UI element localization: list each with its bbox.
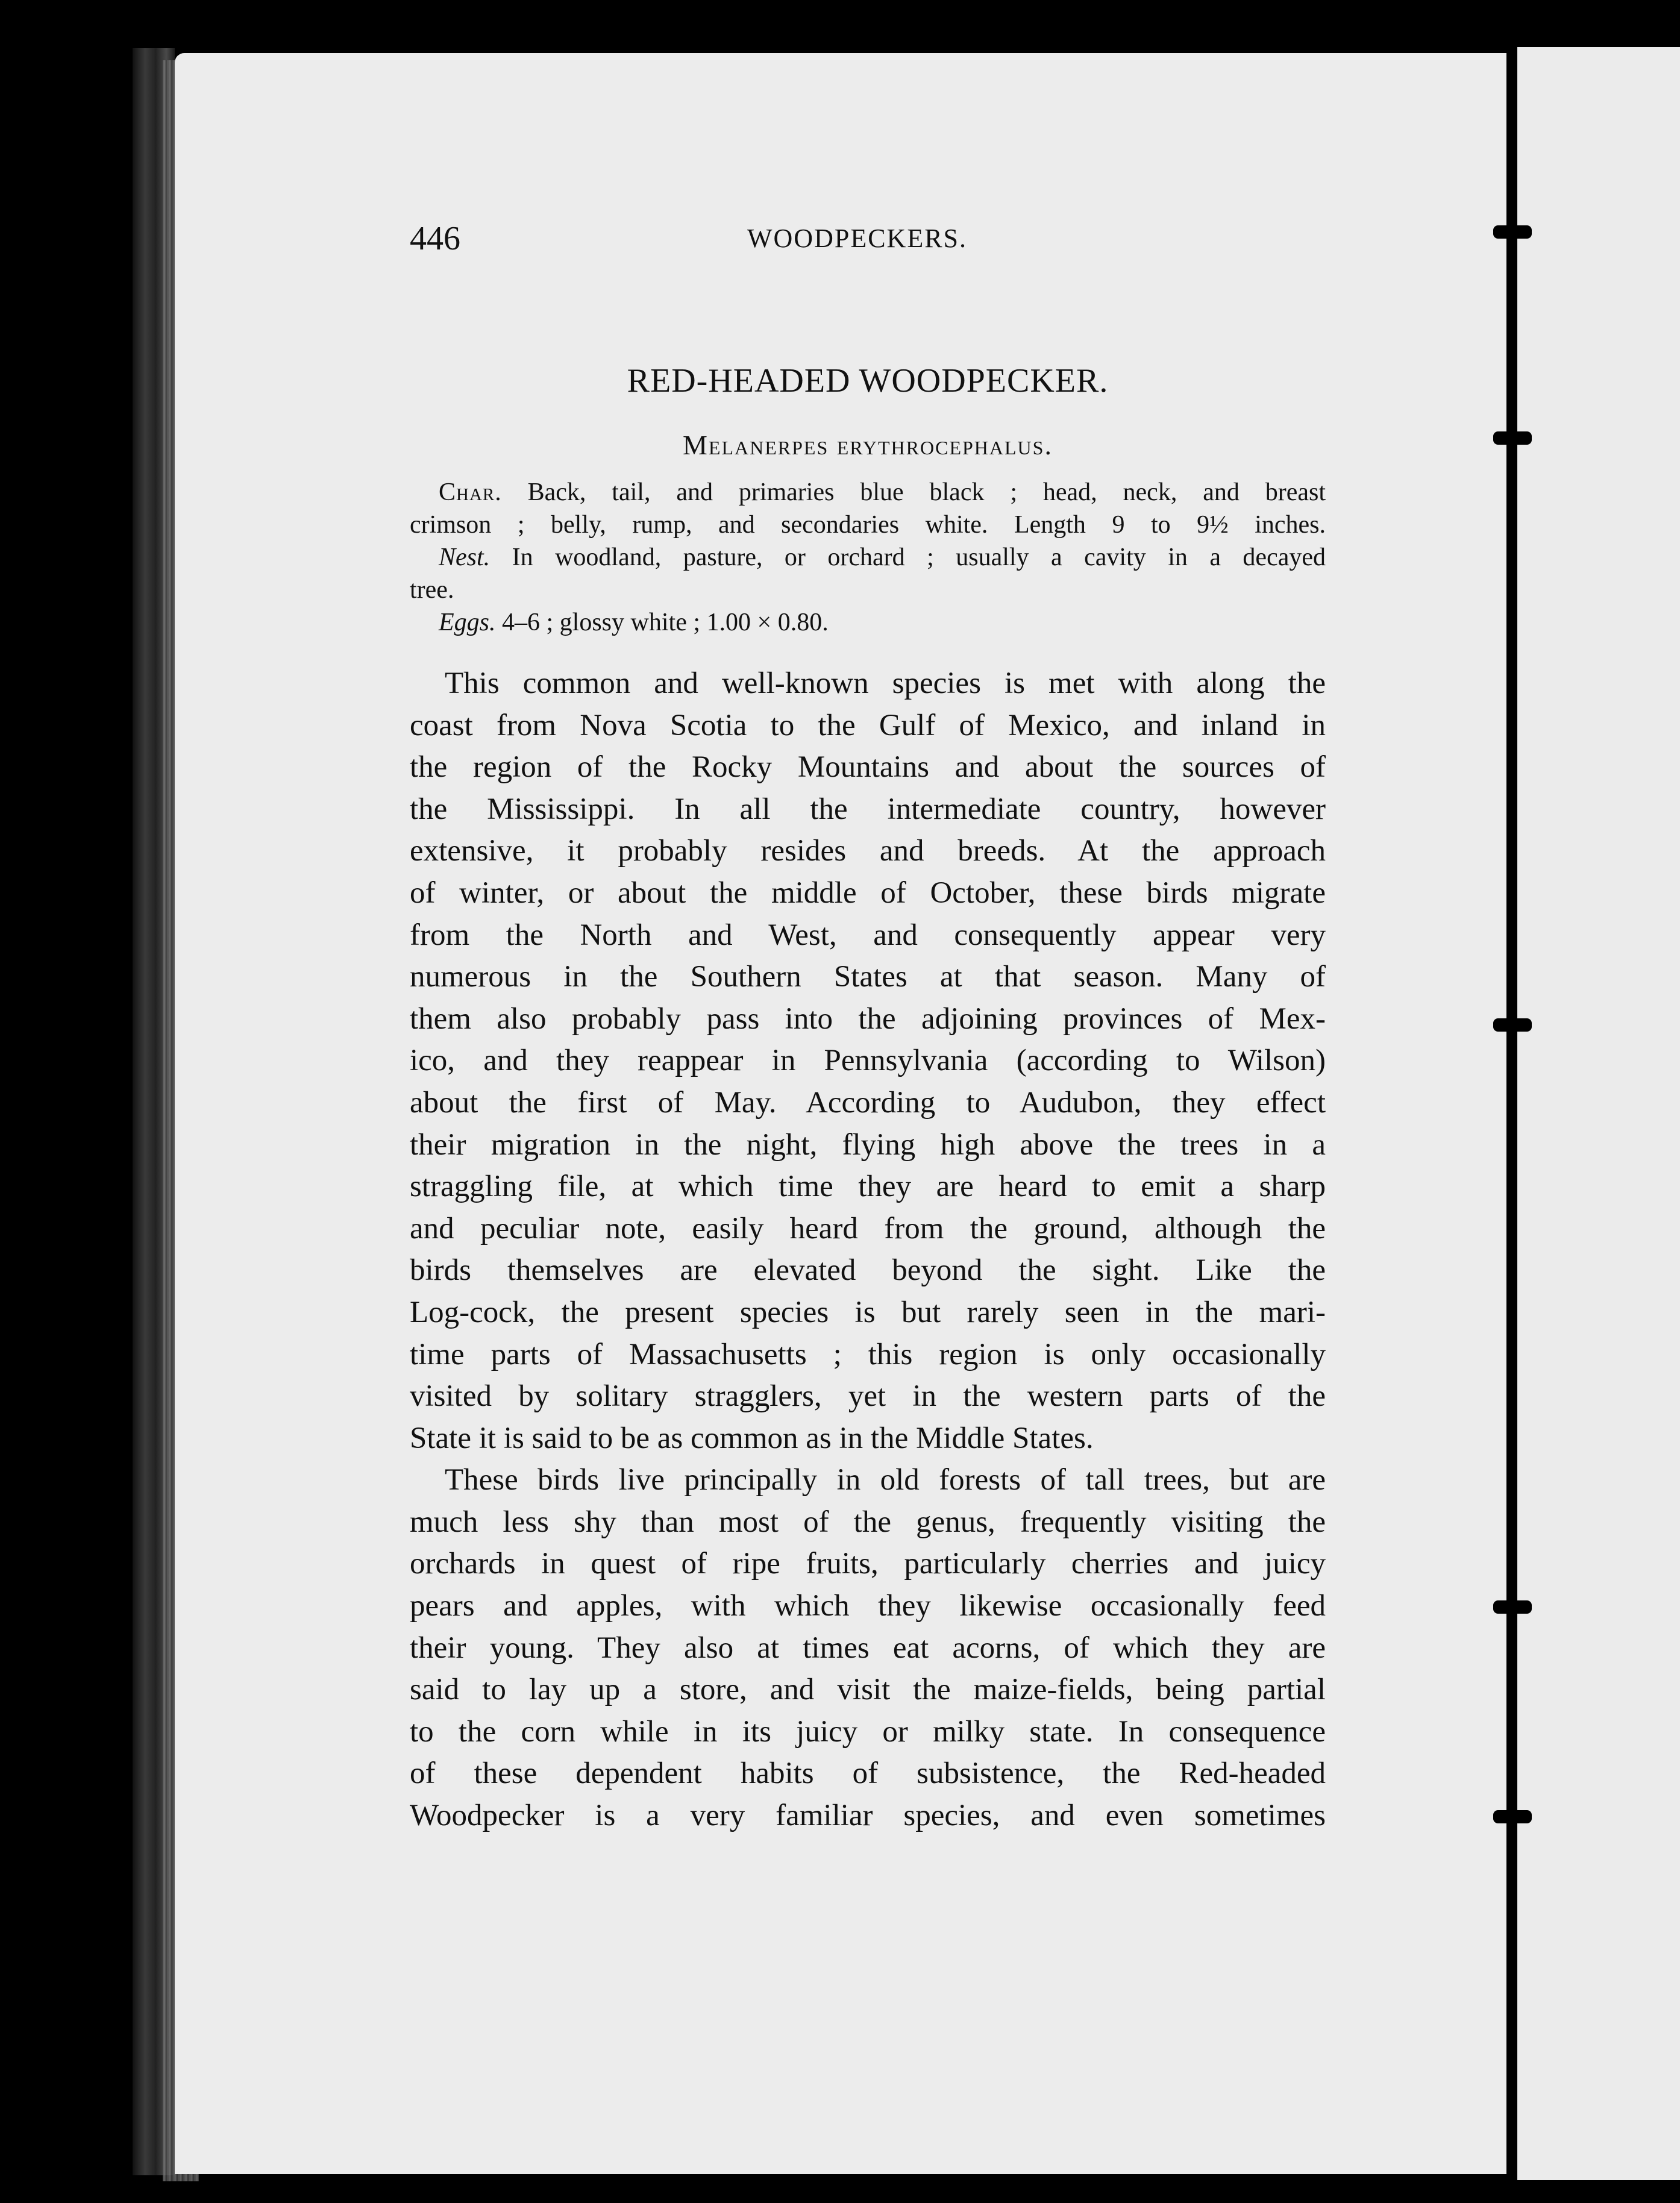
running-head	[410, 219, 1326, 262]
text-line: the Mississippi. In all the intermediate country, however	[410, 792, 1326, 826]
char-text: crimson ; belly, rump, and secondaries white. Length 9 to 9½ inches.	[410, 511, 1326, 539]
text-line: These birds live principally in old forests of tall trees, but are	[445, 1463, 1326, 1497]
characters-block	[410, 476, 1326, 639]
text-line: much less shy than most of the genus, frequently visiting the	[410, 1505, 1326, 1539]
text-line: from the North and West, and consequently appear very	[410, 918, 1326, 952]
book-gutter	[1509, 47, 1517, 2203]
text-line: about the first of May. According to Audubon, they effect	[410, 1085, 1326, 1120]
scientific-name: Melanerpes erythrocephalus.	[683, 430, 1053, 460]
binding-thread-mark	[1493, 1018, 1532, 1032]
text-line: ico, and they reappear in Pennsylvania (according to Wilson)	[410, 1044, 1326, 1078]
article-title: RED-HEADED WOODPECKER.	[627, 362, 1109, 400]
nest-text: In woodland, pasture, or orchard ; usually a cavity in a decayed	[512, 544, 1326, 571]
nest-label: Nest.	[439, 544, 491, 571]
paragraph	[410, 1459, 1326, 1837]
text-line: of winter, or about the middle of October, these birds migrate	[410, 876, 1326, 910]
text-line: State it is said to be as common as in the Middle States.	[410, 1421, 1094, 1455]
text-line: pears and apples, with which they likewise occasionally feed	[410, 1589, 1326, 1623]
text-line: their young. They also at times eat acorns, of which they are	[410, 1631, 1326, 1665]
text-line: straggling file, at which time they are heard to emit a sharp	[410, 1170, 1326, 1204]
text-line: and peculiar note, easily heard from the ground, although the	[410, 1211, 1326, 1246]
text-line: time parts of Massachusetts ; this region is only occasionally	[410, 1337, 1326, 1371]
char-line	[410, 476, 1326, 509]
text-line: their migration in the night, flying high above the trees in a	[410, 1127, 1326, 1162]
char-line	[410, 509, 1326, 541]
text-line: birds themselves are elevated beyond the sight. Like the	[410, 1253, 1326, 1288]
text-line: said to lay up a store, and visit the maize-fields, being partial	[410, 1673, 1326, 1707]
text-line: Log-cock, the present species is but rarely seen in the mari-	[410, 1295, 1326, 1329]
text-line: extensive, it probably resides and breeds. At the approach	[410, 834, 1326, 868]
eggs-label: Eggs.	[439, 609, 496, 636]
nest-line	[410, 574, 1326, 606]
text-line: numerous in the Southern States at that season. Many of	[410, 960, 1326, 994]
eggs-line	[410, 606, 1326, 639]
text-line: them also probably pass into the adjoining provinces of Mex-	[410, 1001, 1326, 1036]
text-line: coast from Nova Scotia to the Gulf of Mexico, and inland in	[410, 708, 1326, 742]
eggs-text: 4–6 ; glossy white ; 1.00 × 0.80.	[502, 609, 829, 636]
binding-thread-mark	[1493, 431, 1532, 445]
body-text	[410, 663, 1326, 1837]
text-line: the region of the Rocky Mountains and about the sources of	[410, 750, 1326, 785]
page-number: 446	[410, 220, 460, 257]
binding-thread-mark	[1493, 1600, 1532, 1614]
text-line: orchards in quest of ripe fruits, particularly cherries and juicy	[410, 1547, 1326, 1581]
nest-text: tree.	[410, 576, 454, 604]
facing-page-edge	[1517, 47, 1680, 2180]
paragraph	[410, 663, 1326, 1459]
binding-thread-mark	[1493, 225, 1532, 239]
binding-thread-mark	[1493, 1810, 1532, 1823]
text-line: visited by solitary stragglers, yet in the western parts of the	[410, 1379, 1326, 1414]
char-label: Char.	[439, 478, 502, 506]
text-line: of these dependent habits of subsistence, the Red-headed	[410, 1756, 1326, 1791]
text-line: Woodpecker is a very familiar species, and even sometimes	[410, 1799, 1326, 1833]
running-title: WOODPECKERS.	[747, 224, 968, 253]
text-line: to the corn while in its juicy or milky state. In consequence	[410, 1714, 1326, 1749]
nest-line	[410, 541, 1326, 574]
text-line: This common and well-known species is met with along the	[445, 666, 1326, 700]
char-text: Back, tail, and primaries blue black ; head, neck, and breast	[527, 478, 1326, 506]
